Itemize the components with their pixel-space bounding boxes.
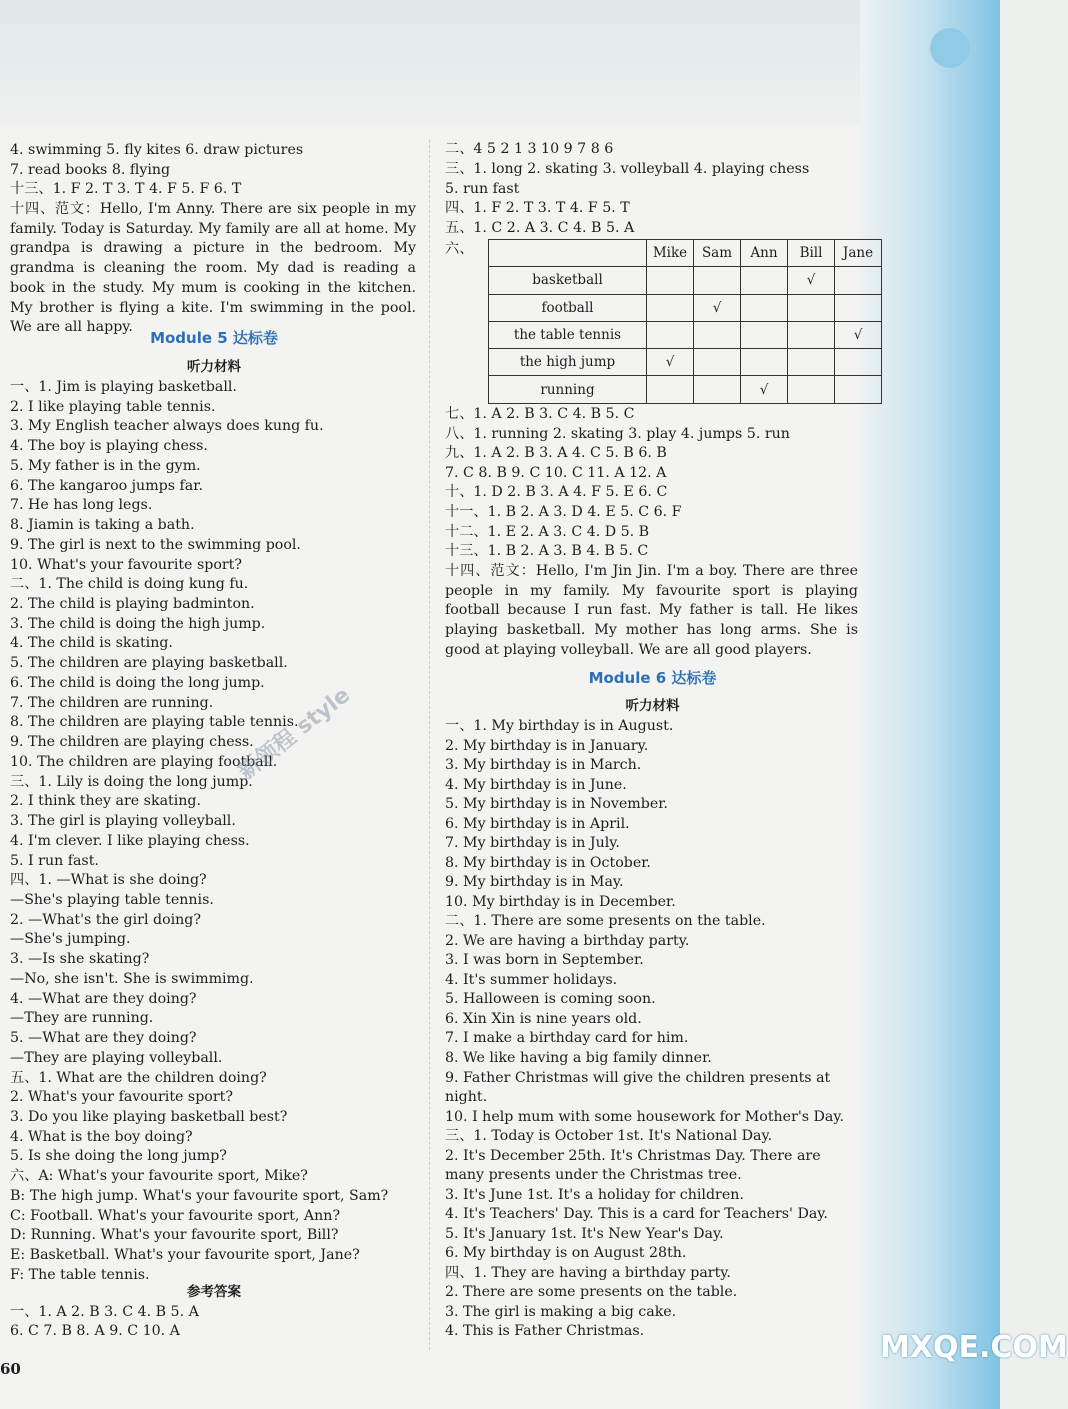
text-line: 2. What's your favourite sport?: [10, 1089, 233, 1106]
table-row: [489, 321, 882, 348]
watermark: MXQE.COM: [880, 1330, 1068, 1365]
text-line: 7. I make a birthday card for him.: [445, 1030, 689, 1047]
text-line: 六、: [445, 241, 474, 257]
text-line: 3. It's June 1st. It's a holiday for children.: [445, 1186, 744, 1203]
text-line: 十三、1. B 2. A 3. B 4. B 5. C: [445, 543, 649, 560]
check-cell: [835, 376, 882, 403]
text-line: 2. I like playing table tennis.: [10, 398, 216, 415]
stamp-text: 新领程 style: [233, 682, 355, 786]
check-cell: [647, 294, 694, 321]
top-band: [0, 0, 1000, 125]
sport-label-cell: the high jump: [489, 349, 647, 376]
text-line: 五、1. C 2. A 3. C 4. B 5. A: [445, 220, 635, 236]
text-line: —She's jumping.: [10, 931, 131, 948]
text-line: 九、1. A 2. B 3. A 4. C 5. B 6. B: [445, 445, 667, 462]
text-line: 四、1. F 2. T 3. T 4. F 5. T: [445, 200, 630, 216]
text-line: 8. My birthday is in October.: [445, 854, 651, 871]
text-line: 三、1. long 2. skating 3. volleyball 4. playing chess: [445, 161, 810, 177]
text-line: D: Running. What's your favourite sport, Bill?: [10, 1227, 339, 1244]
text-line: 八、1. running 2. skating 3. play 4. jumps 5. run: [445, 425, 790, 442]
check-cell: [835, 349, 882, 376]
text-line: 4. This is Father Christmas.: [445, 1323, 645, 1340]
text-line: many presents under the Christmas tree.: [445, 1167, 742, 1184]
answer-line: 6. C 7. B 8. A 9. C 10. A: [10, 1323, 180, 1339]
listening-title: 听力材料: [625, 698, 680, 714]
text-line: 4. What is the boy doing?: [10, 1128, 193, 1145]
text-line: 五、1. What are the children doing?: [10, 1069, 267, 1086]
text-line: 4. My birthday is in June.: [445, 776, 627, 793]
text-line: 3. The girl is making a big cake.: [445, 1303, 677, 1320]
check-cell: [647, 267, 694, 294]
text-line: 2. I think they are skating.: [10, 793, 201, 810]
check-cell: [741, 321, 788, 348]
text-line: 7. read books 8. flying: [10, 162, 171, 178]
text-line: B: The high jump. What's your favourite sport, Sam?: [10, 1187, 389, 1204]
text-line: 7. The children are running.: [10, 694, 214, 711]
check-cell: [788, 294, 835, 321]
check-cell: [788, 349, 835, 376]
sport-label-cell: running: [489, 376, 647, 403]
text-line: 5. My birthday is in November.: [445, 796, 668, 813]
text-line: 9. The children are playing chess.: [10, 734, 254, 751]
text-line: 7. My birthday is in July.: [445, 835, 620, 852]
text-line: 9. My birthday is in May.: [445, 874, 624, 891]
check-cell: [835, 267, 882, 294]
text-line: 3. My English teacher always does kung fu.: [10, 418, 324, 435]
text-line: night.: [445, 1089, 488, 1106]
check-cell: [694, 376, 741, 403]
text-line: 7. He has long legs.: [10, 497, 153, 514]
table-header-cell: Bill: [788, 240, 835, 267]
check-cell: [788, 376, 835, 403]
check-cell: [647, 376, 694, 403]
text-line: 十三、1. F 2. T 3. T 4. F 5. F 6. T: [10, 181, 242, 197]
text-line: 6. The kangaroo jumps far.: [10, 477, 203, 494]
text-line: 6. My birthday is on August 28th.: [445, 1245, 687, 1262]
right-decorative-band: [860, 0, 1000, 1409]
text-line: 5. It's January 1st. It's New Year's Day.: [445, 1225, 724, 1242]
check-cell: √: [694, 294, 741, 321]
check-cell: √: [835, 321, 882, 348]
text-line: 5. My father is in the gym.: [10, 457, 201, 474]
text-line: 十二、1. E 2. A 3. C 4. D 5. B: [445, 523, 650, 540]
text-line: 7. C 8. B 9. C 10. C 11. A 12. A: [445, 464, 667, 481]
text-line: 4. It's Teachers' Day. This is a card for Teachers' Day.: [445, 1206, 828, 1223]
table-header-cell: Mike: [647, 240, 694, 267]
text-line: 8. We like having a big family dinner.: [445, 1050, 712, 1066]
text-line: 2. My birthday is in January.: [445, 737, 649, 754]
table-row: [489, 376, 882, 403]
text-line: 4. I'm clever. I like playing chess.: [10, 832, 250, 849]
table-header-cell: Sam: [694, 240, 741, 267]
text-line: 3. —Is she skating?: [10, 951, 150, 968]
sun-icon: [930, 28, 970, 68]
text-line: 2. There are some presents on the table.: [445, 1284, 738, 1301]
check-cell: √: [788, 267, 835, 294]
answer-line: 一、1. A 2. B 3. C 4. B 5. A: [10, 1304, 199, 1320]
text-line: 三、1. Today is October 1st. It's National Day.: [445, 1128, 773, 1145]
table-header-cell: Jane: [835, 240, 882, 267]
sports-table: [488, 239, 882, 404]
text-line: 二、1. The child is doing kung fu.: [10, 576, 249, 593]
check-cell: [694, 321, 741, 348]
check-cell: [741, 294, 788, 321]
text-line: 六、A: What's your favourite sport, Mike?: [10, 1168, 308, 1185]
text-line: 2. —What's the girl doing?: [10, 911, 201, 928]
text-line: 10. I help mum with some housework for Mother's Day.: [445, 1108, 845, 1125]
text-line: 七、1. A 2. B 3. C 4. B 5. C: [445, 406, 635, 422]
text-line: 四、1. They are having a birthday party.: [445, 1264, 731, 1281]
text-line: C: Football. What's your favourite sport, Ann?: [10, 1207, 341, 1224]
text-line: —They are playing volleyball.: [10, 1049, 223, 1066]
check-cell: [694, 349, 741, 376]
text-line: 6. Xin Xin is nine years old.: [445, 1010, 642, 1027]
text-line: 2. It's December 25th. It's Christmas Day. There are: [445, 1147, 821, 1164]
text-line: —They are running.: [10, 1010, 154, 1027]
sport-label-cell: basketball: [489, 267, 647, 294]
check-cell: [647, 321, 694, 348]
check-cell: √: [741, 376, 788, 403]
text-line: 一、1. My birthday is in August.: [445, 718, 674, 734]
text-line: 6. My birthday is in April.: [445, 815, 630, 832]
text-line: 十、1. D 2. B 3. A 4. F 5. E 6. C: [445, 484, 668, 501]
check-cell: [741, 267, 788, 294]
text-line: 二、4 5 2 1 3 10 9 7 8 6: [445, 141, 614, 157]
table-header-cell: Ann: [741, 240, 788, 267]
check-cell: [835, 294, 882, 321]
text-line: 9. Father Christmas will give the children presents at: [445, 1069, 831, 1086]
sport-label-cell: the table tennis: [489, 321, 647, 348]
module5-title: Module 5 达标卷: [150, 329, 278, 347]
text-line: 4. swimming 5. fly kites 6. draw pictures: [10, 142, 304, 158]
text-line: 2. The child is playing badminton.: [10, 596, 255, 613]
table-header-cell: [489, 240, 647, 267]
text-line: 4. —What are they doing?: [10, 990, 197, 1007]
answers-title: 参考答案: [187, 1284, 241, 1300]
text-line: 十一、1. B 2. A 3. D 4. E 5. C 6. F: [445, 504, 682, 520]
essay-paragraph: 十四、范文：Hello, I'm Anny. There are six people in my family. Today is Saturday. My family are all at home. My grandpa is drawing a picture in the bedroom. My grandma is cleaning the room. My dad is reading a book in the study. My mum is cooking in the kitchen. My brother is flying a kite. I'm swimming in the pool. We are all happy.: [10, 201, 416, 336]
text-line: 4. The child is skating.: [10, 635, 173, 652]
text-line: 8. The children are playing table tennis.: [10, 714, 299, 731]
table-row: [489, 294, 882, 321]
text-line: —She's playing table tennis.: [10, 891, 214, 908]
text-line: 5. run fast: [445, 181, 520, 197]
text-line: 5. The children are playing basketball.: [10, 655, 288, 672]
sport-label-cell: football: [489, 294, 647, 321]
page-number: 60: [0, 1360, 21, 1378]
table-row: [489, 349, 882, 376]
text-line: 2. We are having a birthday party.: [445, 932, 690, 949]
table-row: [489, 267, 882, 294]
text-line: 5. Halloween is coming soon.: [445, 991, 656, 1008]
text-line: 10. My birthday is in December.: [445, 893, 676, 910]
text-line: 4. The boy is playing chess.: [10, 438, 208, 455]
text-line: E: Basketball. What's your favourite sport, Jane?: [10, 1247, 360, 1264]
text-line: —No, she isn't. She is swimmimg.: [10, 970, 254, 987]
text-line: 10. The children are playing football.: [10, 753, 278, 770]
text-line: 9. The girl is next to the swimming pool.: [10, 536, 301, 553]
text-line: 10. What's your favourite sport?: [10, 556, 242, 573]
text-line: F: The table tennis.: [10, 1266, 150, 1283]
check-cell: [741, 349, 788, 376]
text-line: 3. I was born in September.: [445, 952, 644, 969]
text-line: 8. Jiamin is taking a bath.: [10, 517, 195, 534]
text-line: 4. It's summer holidays.: [445, 971, 618, 988]
text-line: 3. My birthday is in March.: [445, 757, 642, 774]
module6-title: Module 6 达标卷: [588, 669, 717, 687]
text-line: 6. The child is doing the long jump.: [10, 674, 265, 691]
text-line: 一、1. Jim is playing basketball.: [10, 379, 237, 395]
text-line: 3. The child is doing the high jump.: [10, 615, 266, 632]
text-line: 二、1. There are some presents on the table.: [445, 913, 766, 930]
text-line: 十四、范文：Hello, I'm Jin Jin. I'm a boy. There are three people in my family. My favourite sport is playing football because I run fast. My father is tall. He likes playing basketball. My mother has long arms. She is good at playing volleyball. We are all good players.: [445, 562, 858, 658]
text-line: 5. Is she doing the long jump?: [10, 1148, 227, 1165]
check-cell: [694, 267, 741, 294]
text-line: 5. —What are they doing?: [10, 1030, 197, 1047]
listening-title: 听力材料: [187, 359, 241, 375]
check-cell: [788, 321, 835, 348]
text-line: 3. Do you like playing basketball best?: [10, 1109, 288, 1125]
text-line: 5. I run fast.: [10, 852, 99, 869]
text-line: 三、1. Lily is doing the long jump.: [10, 773, 253, 790]
text-line: 3. The girl is playing volleyball.: [10, 813, 236, 830]
text-line: 四、1. —What is she doing?: [10, 872, 207, 889]
check-cell: √: [647, 349, 694, 376]
